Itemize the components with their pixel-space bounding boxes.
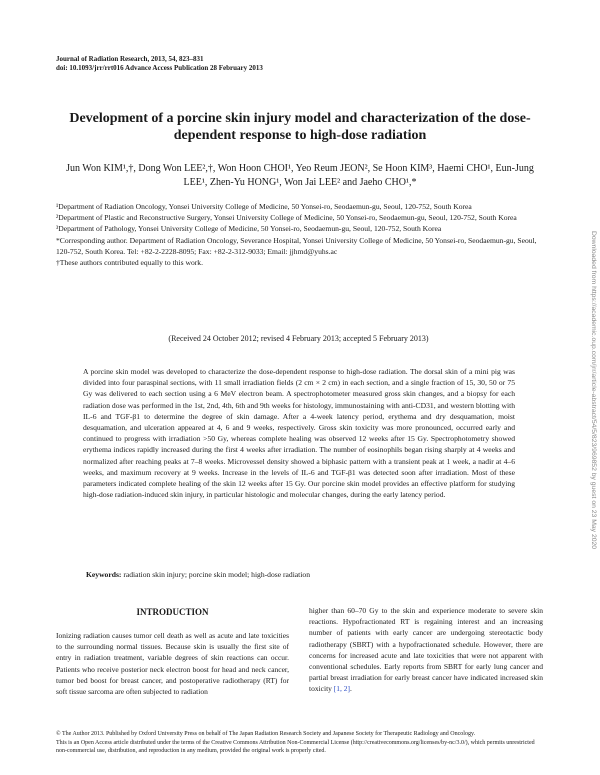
- corresponding-author: *Corresponding author. Department of Radiation Oncology, Severance Hospital, Yonsei University College of Medicine, 50 Yonsei-ro, Seodaemun-gu, Seoul, 120-752, South Korea. Tel: +82-2-2228-8095; Fax: +82-2-312-9033; Email: jjhmd@yuhs.ac: [56, 235, 537, 256]
- equal-contribution-note: †These authors contributed equally to this work.: [56, 258, 203, 268]
- introduction-heading: INTRODUCTION: [136, 607, 209, 617]
- affiliations: [56, 201, 541, 268]
- download-watermark: Downloaded from https://academic.oup.com/jrr/article-abstract/54/5/823/969852 by guest on 23 May 2020: [590, 230, 597, 550]
- affiliation-1: ¹Department of Radiation Oncology, Yonsei University College of Medicine, 50 Yonsei-ro, Seodaemun-gu, Seoul, 120-752, South Korea: [56, 202, 472, 211]
- introduction-right-text: higher than 60–70 Gy to the skin and experience moderate to severe skin reactions. Hypofractionated RT is regaining interest and an increasing number of patients with early cancer are undergoing stereotactic body radiotherapy (SBRT) with a hypofractionated schedule. However, there are concerns for increased acute and late toxicities that were not apparent with conventional schedules. Early reports from SBRT for early lung cancer and partial breast irradiation for early breast cancer have indicated increased skin toxicity: [309, 606, 543, 694]
- introduction-left-column: Ionizing radiation causes tumor cell death as well as acute and late toxicities to the surrounding normal tissues. Because skin is usually the first site of entry in radiation treatment, variable degrees of skin reactions can occur. Patients who receive posterior neck electron boost for head and neck cancer, tumor bed boost for breast cancer, and postoperative radiotherapy (RT) for soft tissue sarcoma are often subjected to radiation: [56, 631, 289, 697]
- keywords-text: radiation skin injury; porcine skin model; high-dose radiation: [123, 570, 310, 579]
- keywords: [86, 570, 516, 580]
- author-list: Jun Won KIM¹,†, Dong Won LEE²,†, Won Hoon CHOI¹, Yeo Reum JEON², Se Hoon KIM³, Haemi CHO¹, Eun-Jung LEE¹, Zhen-Yu HONG¹, Won Jai LEE² and Jaeho CHO¹,*: [66, 163, 534, 188]
- copyright-line: © The Author 2013. Published by Oxford University Press on behalf of The Japan Radiation Research Society and Japanese Society for Therapeutic Radiology and Oncology.: [56, 731, 476, 737]
- affiliation-2: ²Department of Plastic and Reconstructive Surgery, Yonsei University College of Medicine, 50 Yonsei-ro, Seodaemun-gu, Seoul, 120-752, South Korea: [56, 213, 517, 223]
- abstract: A porcine skin model was developed to characterize the dose-dependent response to high-dose radiation. The dorsal skin of a mini pig was divided into four paraspinal sections, with 11 small irradiation fields (2 cm × 2 cm) in each section, and a single fraction of 15, 30, 50 or 75 Gy was delivered to each section using a 6 MeV electron beam. A spectrophotometer measured gross skin changes, and a biopsy for each radiation dose was performed in the 1st, 2nd, 4th, 6th and 9th weeks for histology, immunostaining with anti-CD31, and western blotting with IL-6 and TGF-β1 to determine the degree of skin damage. After a 4-week latency period, erythema and dry desquamation, moist desquamation, and ulceration appeared at 4, 6 and 9 weeks, respectively. Gross skin toxicity was more pronounced, occurred early and continued to progress with irradiation >50 Gy, whereas complete healing was observed 12 weeks after 15 Gy. Spectrophotometry showed erythema indices rapidly increased during the first 4 weeks after irradiation. The number of eosinophils began rising sharply at 4 weeks and normalized after reaching peaks at 7–8 weeks. Microvessel density showed a biphasic pattern with a transient peak at 1 week, a nadir at 4–6 weeks, and maximum recovery at 9 weeks. Increase in the levels of IL-6 and TGF-β1 was detected soon after irradiation. Most of these parameters indicated complete healing of the skin 12 weeks after 15 Gy. Our porcine skin model provides an effective platform for studying high-dose radiation-induced skin injury, in particular histologic and molecular changes, during the early latency period.: [83, 367, 515, 500]
- doi-line: doi: 10.1093/jrr/rrt016 Advance Access Publication 28 February 2013: [56, 64, 263, 72]
- article-title: Development of a porcine skin injury model and characterization of the dose-dependent response to high-dose radiation: [69, 111, 531, 143]
- sentence-end: .: [350, 684, 352, 694]
- journal-header: [56, 55, 263, 73]
- journal-citation: Journal of Radiation Research, 2013, 54, 823–831: [56, 55, 204, 63]
- affiliation-3: ³Department of Pathology, Yonsei University College of Medicine, 50 Yonsei-ro, Seodaemun-gu, Seoul, 120-752, South Korea: [56, 224, 442, 234]
- license-line: This is an Open Access article distributed under the terms of the Creative Commons Attribution Non-Commercial License (http://creativecommons.org/licenses/by-nc/3.0/), which permits unrestricted non-commercial use, distribution, and reproduction in any medium, provided the original work is properly cited.: [56, 739, 535, 755]
- received-dates: (Received 24 October 2012; revised 4 February 2013; accepted 5 February 2013): [168, 334, 429, 343]
- copyright-footer: [56, 730, 546, 756]
- keywords-label: Keywords:: [86, 570, 122, 579]
- reference-link[interactable]: [1, 2]: [333, 684, 351, 694]
- introduction-right-column: [309, 605, 543, 695]
